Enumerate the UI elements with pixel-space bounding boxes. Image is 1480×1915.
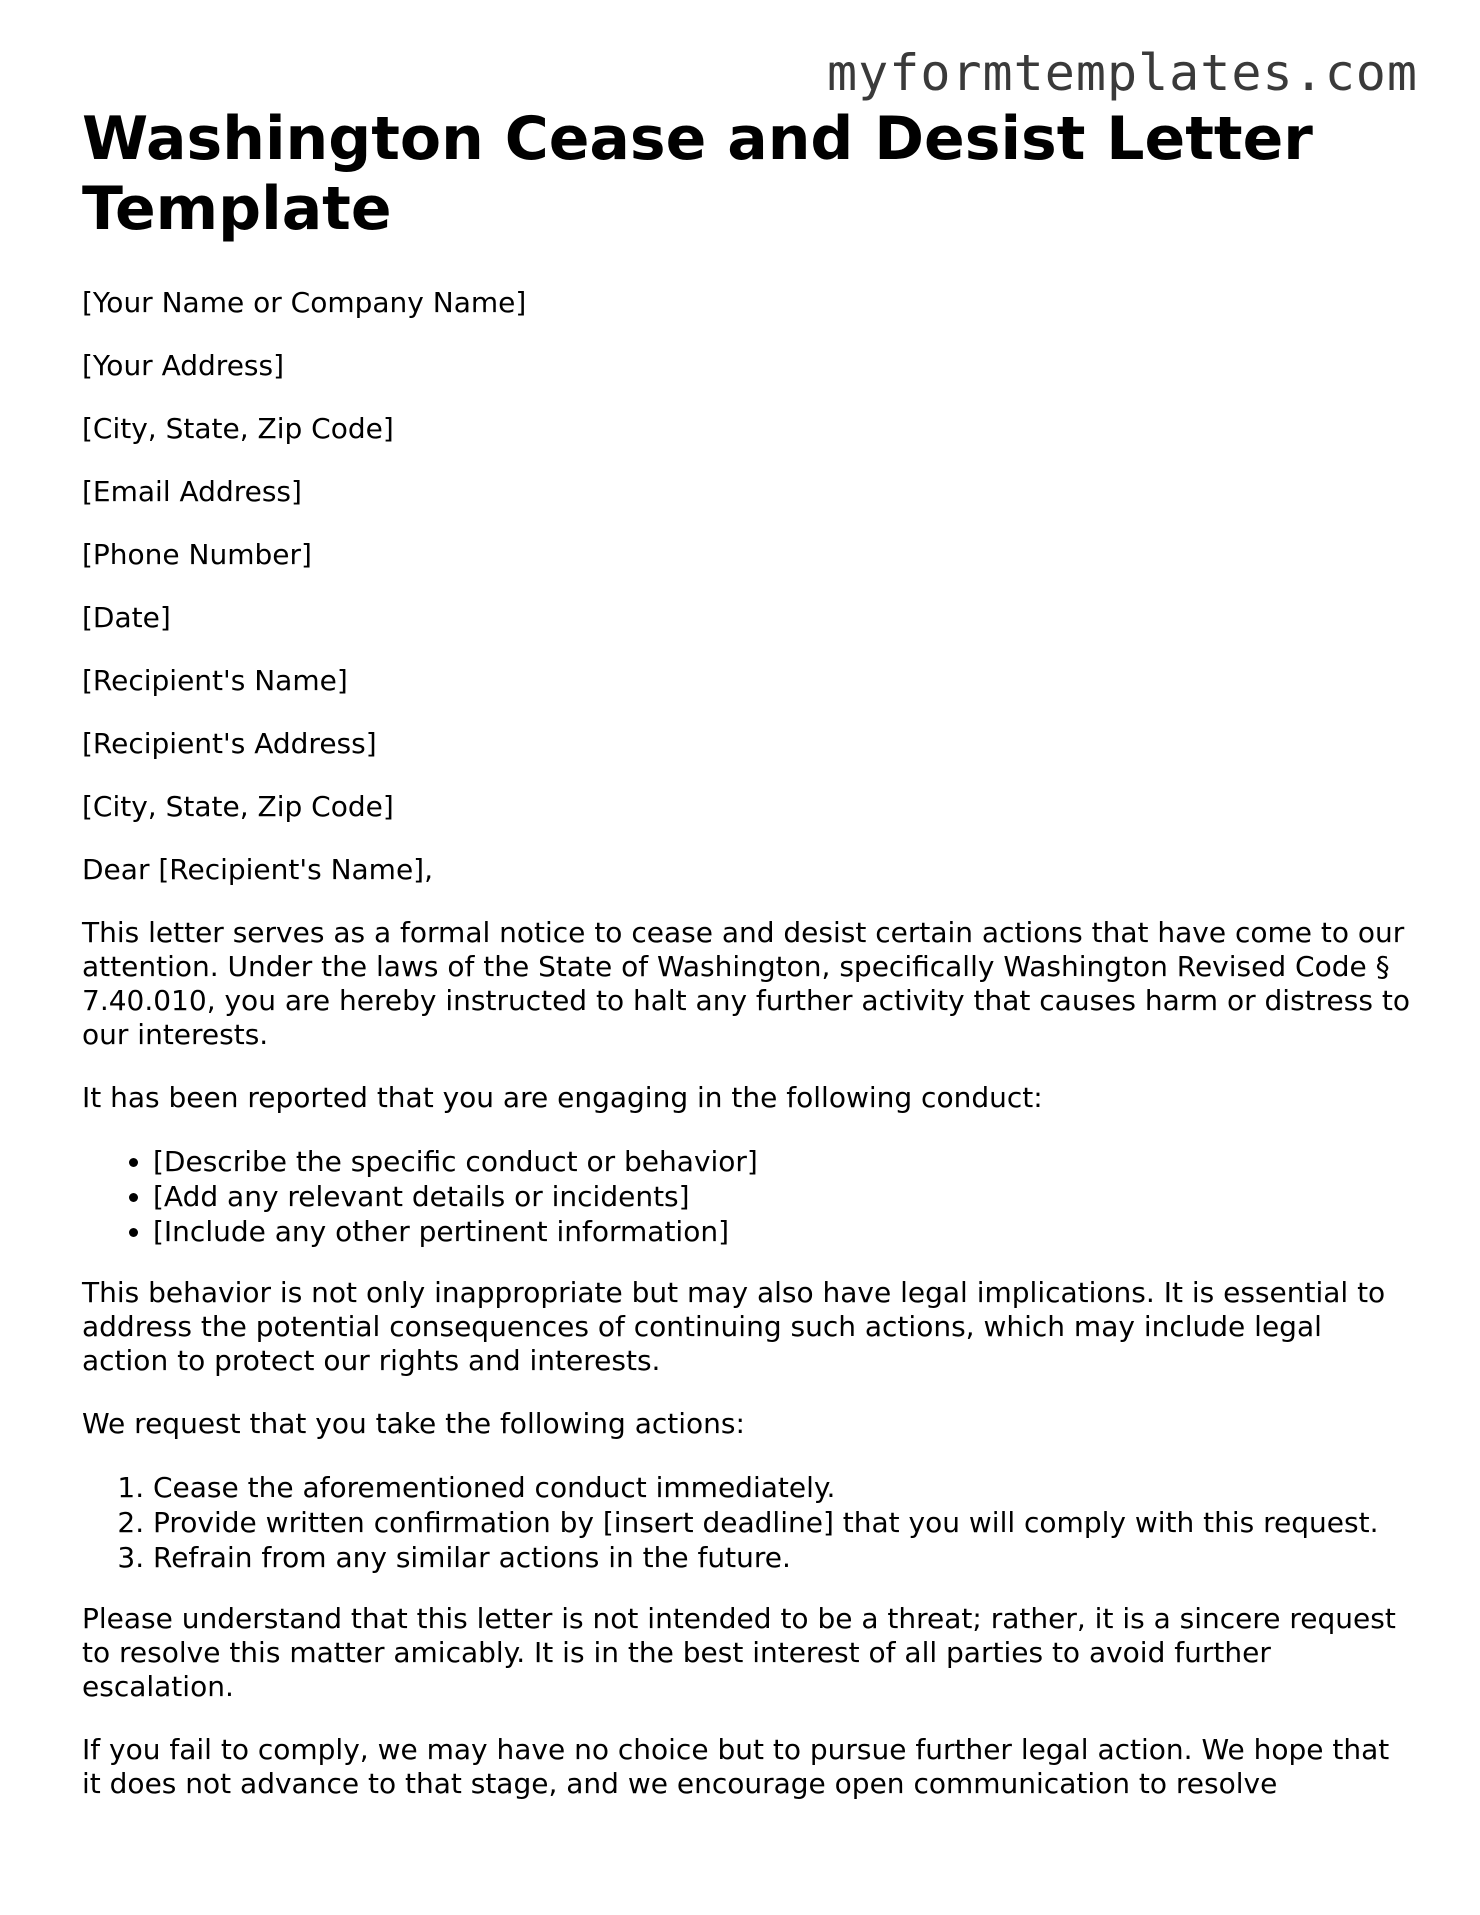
letter-date: [Date]: [82, 601, 171, 634]
request-lead-paragraph: We request that you take the following actions:: [82, 1407, 745, 1440]
sender-phone: [Phone Number]: [82, 538, 312, 571]
list-item: • [Describe the specific conduct or behavior]: [153, 1144, 1412, 1179]
list-item: 3. Refrain from any similar actions in the future.: [153, 1540, 1412, 1575]
recipient-address: [Recipient's Address]: [82, 727, 377, 760]
list-item: 2. Provide written confirmation by [insert deadline] that you will comply with this request.: [153, 1505, 1412, 1540]
sender-city-state-zip: [City, State, Zip Code]: [82, 412, 394, 445]
amicable-paragraph: Please understand that this letter is not intended to be a threat; rather, it is a sincere request to resolve this matter amicably. It is in the best interest of all parties to avoid further escalation.: [82, 1602, 1396, 1703]
list-item: • [Include any other pertinent information]: [153, 1214, 1412, 1249]
list-item: • [Add any relevant details or incidents]: [153, 1179, 1412, 1214]
sender-address: [Your Address]: [82, 349, 285, 382]
sender-name: [Your Name or Company Name]: [82, 286, 527, 319]
implications-paragraph: This behavior is not only inappropriate but may also have legal implications. It is essential to address the potential consequences of continuing such actions, which may include legal action to protect our rights and interests.: [82, 1276, 1386, 1377]
conduct-list: [82, 1144, 1412, 1249]
salutation: Dear [Recipient's Name],: [82, 853, 433, 886]
list-item: 1. Cease the aforementioned conduct immediately.: [153, 1470, 1412, 1505]
comply-paragraph: If you fail to comply, we may have no choice but to pursue further legal action. We hope that it does not advance to that stage, and we encourage open communication to resolve: [82, 1733, 1390, 1800]
site-watermark: myformtemplates.com: [827, 44, 1418, 102]
recipient-city-state-zip: [City, State, Zip Code]: [82, 790, 394, 823]
sender-email: [Email Address]: [82, 475, 302, 508]
page-title: Washington Cease and Desist Letter Template: [82, 104, 1313, 244]
conduct-lead-paragraph: It has been reported that you are engaging in the following conduct:: [82, 1081, 1043, 1114]
recipient-name: [Recipient's Name]: [82, 664, 348, 697]
letter-document: [82, 104, 1412, 1830]
intro-paragraph: This letter serves as a formal notice to cease and desist certain actions that have come to our attention. Under the laws of the State of Washington, specifically Washington Revised Code § 7.40.010, you are hereby instructed to halt any further activity that causes harm or distress to our interests.: [82, 916, 1410, 1051]
action-list: [82, 1470, 1412, 1575]
